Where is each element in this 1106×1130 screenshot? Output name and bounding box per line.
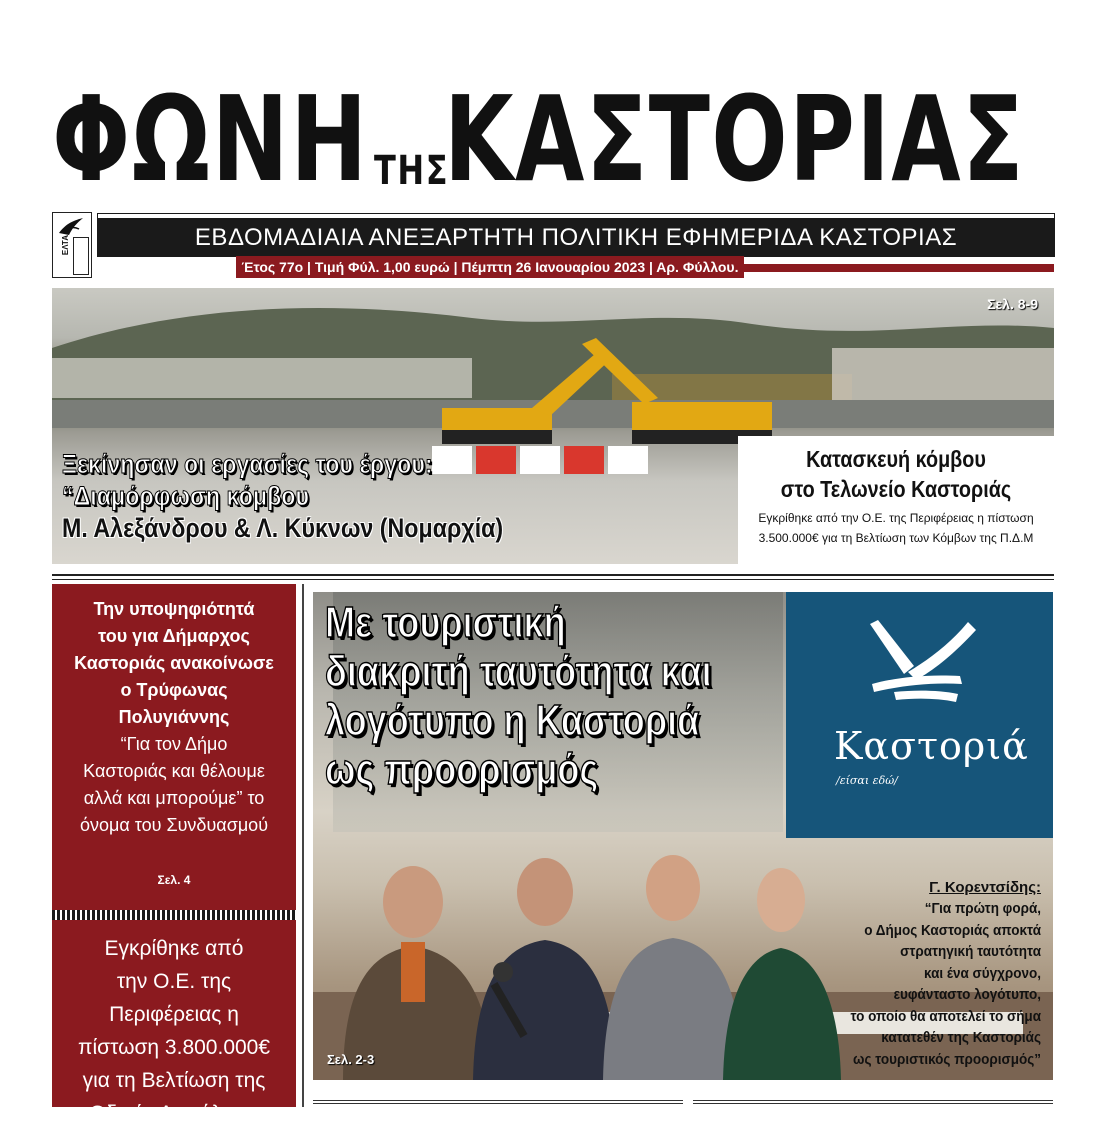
top-caption-line-1: Ξεκίνησαν οι εργασίες του έργου: xyxy=(62,449,433,479)
candidacy-head-line-2: του για Δήμαρχος xyxy=(98,626,250,646)
road-safety-line-1: Εγκρίθηκε από xyxy=(104,937,244,960)
main-headline-line-3: λογότυπο η Καστοριά xyxy=(325,696,700,745)
left-column-separator xyxy=(52,910,296,920)
candidacy-head-line-5: Πολυγιάννης xyxy=(118,707,230,727)
section-divider xyxy=(52,574,1054,580)
title-part-3: ΚΑΣΤΟΡΙΑΣ xyxy=(444,70,1026,208)
quote-line-7: κατατεθέν της Καστοριάς xyxy=(881,1029,1041,1046)
main-headline-line-2: διακριτή ταυτότητα και xyxy=(325,647,712,696)
candidacy-head-line-3: Καστοριάς ανακοίνωσε xyxy=(74,653,274,673)
main-headline-line-4: ως προορισμός xyxy=(325,745,599,794)
quote-line-6: το οποίο θα αποτελεί το σήμα xyxy=(850,1007,1041,1025)
road-safety-story[interactable] xyxy=(52,920,296,1125)
road-safety-line-6: Οδικής Ασφάλειας xyxy=(89,1102,259,1125)
excavator-graphic xyxy=(382,338,802,448)
top-story-page-ref: Σελ. 8-9 xyxy=(987,296,1038,312)
subtitle-bar xyxy=(98,214,1054,256)
candidacy-body-line-1: “Για τον Δήμο xyxy=(120,734,228,754)
road-safety-line-2: την Ο.Ε. της xyxy=(116,970,232,993)
main-headline-line-1: Με τουριστική xyxy=(325,598,566,647)
quote-line-8: ως τουριστικός προορισμός” xyxy=(853,1050,1041,1068)
candidacy-page-ref: Σελ. 4 xyxy=(157,873,191,887)
korentsidis-quote xyxy=(741,878,1041,1070)
top-caption-line-3: Μ. Αλεξάνδρου & Λ. Κύκνων (Νομαρχία) xyxy=(62,513,504,543)
candidacy-body-line-2: Καστοριάς και θέλουμε xyxy=(83,761,265,781)
issue-info-bar: Έτος 77ο | Τιμή Φύλ. 1,00 ευρώ | Πέμπτη 26 Ιανουαρίου 2023 | Αρ. Φύλλου. xyxy=(236,256,744,278)
side-box-title-1: Κατασκευή κόμβου xyxy=(806,446,986,472)
bird-icon xyxy=(57,215,87,237)
road-safety-line-4: πίστωση 3.800.000€ xyxy=(77,1036,271,1059)
newspaper-title[interactable] xyxy=(52,70,1054,210)
kastoria-logo-panel xyxy=(786,592,1053,838)
bottom-rule-right xyxy=(693,1100,1053,1104)
top-story-caption xyxy=(62,448,622,544)
postal-logo xyxy=(52,212,92,278)
main-story-page-ref: Σελ. 2-3 xyxy=(327,1052,375,1067)
subtitle-text: ΕΒΔΟΜΑΔΙΑΙΑ ΑΝΕΞΑΡΤΗΤΗ ΠΟΛΙΤΙΚΗ ΕΦΗΜΕΡΙΔΑ ΚΑΣΤΟΡΙΑΣ xyxy=(194,224,958,251)
side-box-text-1: Εγκρίθηκε από την Ο.Ε. της Περιφέρειας η πίστωση xyxy=(758,511,1034,525)
bottom-rule-left xyxy=(313,1100,683,1104)
main-story-photo[interactable] xyxy=(313,592,1053,1080)
candidacy-body-line-3: αλλά και μπορούμε” το xyxy=(83,788,265,808)
road-safety-line-5: για τη Βελτίωση της xyxy=(82,1069,266,1092)
masthead xyxy=(52,70,1054,210)
kastoria-logo-tagline: /είσαι εδώ/ xyxy=(836,774,898,787)
postal-stamp-frame xyxy=(73,237,89,275)
quote-line-2: ο Δήμος Καστοριάς αποκτά xyxy=(864,921,1041,939)
quote-line-3: στρατηγική ταυτότητα xyxy=(900,943,1041,960)
top-caption-line-2: “Διαμόρφωση κόμβου xyxy=(62,481,309,511)
quote-line-4: και ένα σύγχρονο, xyxy=(923,964,1041,982)
candidacy-head-line-1: Την υποψηφιότητά xyxy=(93,599,255,619)
postal-logo-text: ΕΛΤΑ xyxy=(61,235,70,256)
candidacy-story[interactable] xyxy=(52,584,296,910)
side-box-title-2: στο Τελωνείο Καστοριάς xyxy=(780,476,1012,502)
title-part-1: ΦΩΝΗ xyxy=(52,70,369,208)
road-safety-line-3: Περιφέρειας η xyxy=(109,1003,239,1026)
kastoria-logo-word: Καστοριά xyxy=(834,724,1029,768)
top-story-side-box[interactable] xyxy=(738,436,1054,564)
quote-line-1: “Για πρώτη φορά, xyxy=(924,900,1041,917)
main-headline xyxy=(325,598,845,794)
title-part-2: ΤΗΣ xyxy=(374,148,450,194)
side-box-text-2: 3.500.000€ για τη Βελτίωση των Κόμβων της Π.Δ.Μ xyxy=(758,531,1034,545)
info-rule xyxy=(744,264,1054,272)
quote-line-5: ευφάνταστο λογότυπο, xyxy=(893,986,1041,1003)
column-rule xyxy=(302,584,304,1107)
kastoria-k-logo-icon xyxy=(864,620,976,720)
candidacy-head-line-4: ο Τρύφωνας xyxy=(120,680,228,700)
quote-speaker: Γ. Κορεντσίδης: xyxy=(929,879,1041,896)
candidacy-body-line-4: όνομα του Συνδυασμού xyxy=(79,815,269,835)
